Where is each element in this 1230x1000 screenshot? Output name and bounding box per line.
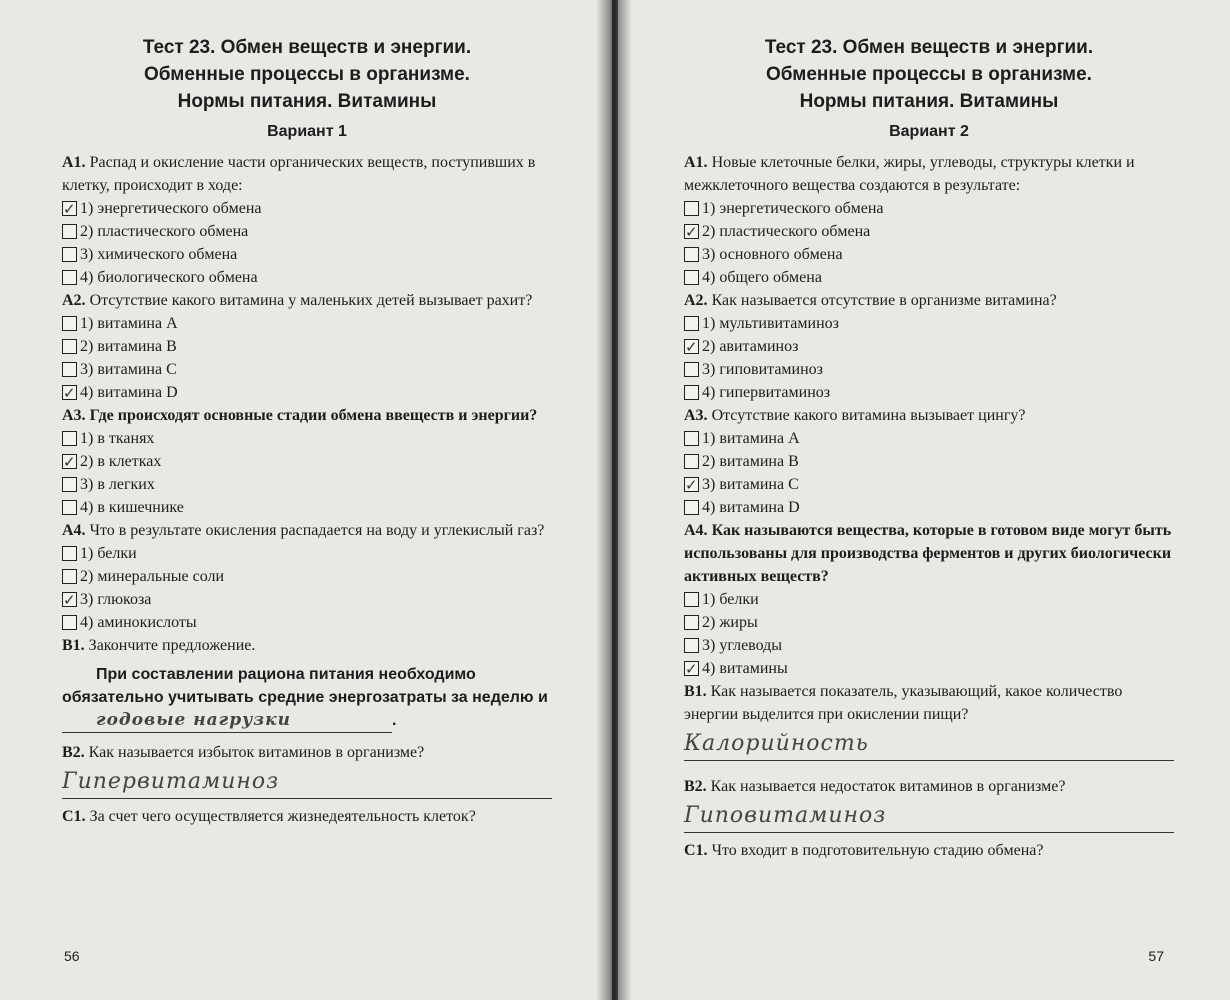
checkbox[interactable]	[684, 592, 699, 607]
question-text: Новые клеточные белки, жиры, углеводы, структуры клетки и межклеточного вещества создаются в результате:	[684, 154, 1135, 194]
answer-option[interactable]	[684, 427, 1174, 450]
checkbox[interactable]	[684, 500, 699, 515]
handwritten-answer[interactable]: Гипервитаминоз	[62, 766, 552, 799]
option-label: 3) витамина С	[702, 476, 799, 493]
answer-option[interactable]	[684, 657, 1174, 680]
question-text: Как называется отсутствие в организме витамина?	[711, 292, 1057, 309]
checkbox[interactable]	[62, 569, 77, 584]
answer-option[interactable]	[62, 588, 552, 611]
question-number: А1.	[62, 154, 86, 171]
checkbox[interactable]	[684, 661, 699, 676]
option-label: 2) пластического обмена	[702, 223, 871, 240]
question	[684, 404, 1174, 427]
answer-option[interactable]	[62, 450, 552, 473]
question	[62, 634, 552, 657]
answer-option[interactable]	[684, 220, 1174, 243]
question-text: Что в результате окисления распадается на воду и углекислый газ?	[89, 522, 545, 539]
page-right-content	[684, 34, 1174, 862]
option-label: 1) в тканях	[80, 430, 155, 447]
question-number: А4.	[62, 522, 86, 539]
option-label: 2) пластического обмена	[80, 223, 249, 240]
page-number: 56	[64, 948, 80, 964]
question	[62, 404, 552, 427]
option-label: 1) энергетического обмена	[80, 200, 262, 217]
answer-option[interactable]	[684, 588, 1174, 611]
question	[684, 519, 1174, 588]
checkbox[interactable]	[684, 316, 699, 331]
answer-option[interactable]	[684, 266, 1174, 289]
checkbox[interactable]	[62, 592, 77, 607]
answer-option[interactable]	[684, 335, 1174, 358]
option-label: 1) мультивитаминоз	[702, 315, 839, 332]
answer-option[interactable]	[684, 496, 1174, 519]
question-number: В1.	[62, 637, 85, 654]
answer-option[interactable]	[684, 358, 1174, 381]
page-left	[0, 0, 612, 1000]
answer-option[interactable]	[62, 312, 552, 335]
answer-option[interactable]	[62, 427, 552, 450]
answer-option[interactable]	[62, 243, 552, 266]
checkbox[interactable]	[62, 247, 77, 262]
answer-option[interactable]	[684, 381, 1174, 404]
variant-heading: Вариант 2	[889, 123, 969, 140]
option-label: 2) витамина В	[702, 453, 799, 470]
question-number: С1.	[684, 842, 708, 859]
question-number: А2.	[62, 292, 86, 309]
question	[684, 289, 1174, 312]
answer-option[interactable]	[684, 611, 1174, 634]
question	[684, 839, 1174, 862]
question-number: А2.	[684, 292, 708, 309]
answer-option[interactable]	[684, 243, 1174, 266]
checkbox[interactable]	[684, 454, 699, 469]
option-label: 4) гипервитаминоз	[702, 384, 831, 401]
question-number: А4.	[684, 522, 708, 539]
checkbox[interactable]	[62, 316, 77, 331]
answer-option[interactable]	[62, 266, 552, 289]
answer-option[interactable]	[62, 220, 552, 243]
option-label: 3) основного обмена	[702, 246, 843, 263]
checkbox[interactable]	[62, 615, 77, 630]
option-label: 3) витамина С	[80, 361, 177, 378]
question-text: Как называется недостаток витаминов в организме?	[710, 778, 1066, 795]
handwritten-answer[interactable]: Калорийность	[684, 728, 1174, 761]
option-label: 4) биологического обмена	[80, 269, 258, 286]
question-number: В2.	[684, 778, 707, 795]
page-left-content	[62, 34, 552, 828]
book-gutter	[596, 0, 632, 1000]
option-label: 2) минеральные соли	[80, 568, 225, 585]
option-label: 1) белки	[702, 591, 759, 608]
question-number: А3.	[684, 407, 708, 424]
option-label: 1) витамина А	[80, 315, 178, 332]
question-text: За счет чего осуществляется жизнедеятельность клеток?	[89, 808, 476, 825]
page-right	[618, 0, 1230, 1000]
option-label: 4) общего обмена	[702, 269, 822, 286]
page-title-line-1: Тест 23. Обмен веществ и энергии.	[764, 37, 1094, 58]
question-text: Как называется избыток витаминов в организме?	[88, 744, 425, 761]
fill-in-sentence: При составлении рациона питания необходимо обязательно учитывать средние энергозатраты за неделю и годовые нагрузки .	[62, 663, 552, 733]
question-text: Где происходят основные стадии обмена ввеществ и энергии?	[89, 407, 538, 424]
variant-heading: Вариант 1	[267, 123, 347, 140]
option-label: 4) аминокислоты	[80, 614, 197, 631]
answer-option[interactable]	[62, 611, 552, 634]
checkbox[interactable]	[62, 224, 77, 239]
checkbox[interactable]	[684, 270, 699, 285]
option-label: 3) в легких	[80, 476, 155, 493]
option-label: 3) глюкоза	[80, 591, 152, 608]
checkbox[interactable]	[62, 477, 77, 492]
question	[62, 741, 552, 764]
option-label: 4) в кишечнике	[80, 499, 184, 516]
sentence-text: При составлении рациона питания необходимо обязательно учитывать средние энергозатраты за неделю и	[62, 666, 548, 706]
option-label: 3) гиповитаминоз	[702, 361, 823, 378]
option-label: 1) энергетического обмена	[702, 200, 884, 217]
question-text: Закончите предложение.	[88, 637, 256, 654]
question	[684, 151, 1174, 197]
page-number: 57	[1148, 948, 1164, 964]
question-text: Отсутствие какого витамина вызывает цингу?	[711, 407, 1026, 424]
answer-option[interactable]	[684, 450, 1174, 473]
answer-option[interactable]	[62, 496, 552, 519]
checkbox[interactable]	[62, 500, 77, 515]
answer-option[interactable]	[62, 335, 552, 358]
checkbox[interactable]	[684, 224, 699, 239]
question-text: Что входит в подготовительную стадию обмена?	[711, 842, 1044, 859]
checkbox[interactable]	[62, 362, 77, 377]
option-label: 2) витамина В	[80, 338, 177, 355]
answer-option[interactable]	[684, 312, 1174, 335]
checkbox[interactable]	[684, 339, 699, 354]
option-label: 3) углеводы	[702, 637, 783, 654]
option-label: 2) авитаминоз	[702, 338, 799, 355]
checkbox[interactable]	[62, 431, 77, 446]
answer-option[interactable]	[62, 358, 552, 381]
question-number: В2.	[62, 744, 85, 761]
answer-option[interactable]	[62, 381, 552, 404]
page-title-line-3: Нормы питания. Витамины	[799, 91, 1059, 112]
checkbox[interactable]	[684, 477, 699, 492]
question	[62, 805, 552, 828]
option-label: 4) витамины	[702, 660, 788, 677]
checkbox[interactable]	[684, 638, 699, 653]
option-label: 1) витамина А	[702, 430, 800, 447]
question	[684, 775, 1174, 798]
question-number: В1.	[684, 683, 707, 700]
checkbox[interactable]	[62, 385, 77, 400]
option-label: 4) витамина D	[80, 384, 178, 401]
option-label: 3) химического обмена	[80, 246, 238, 263]
answer-option[interactable]	[62, 542, 552, 565]
question	[62, 289, 552, 312]
page-title-line-2: Обменные процессы в организме.	[766, 64, 1092, 85]
checkbox[interactable]	[684, 247, 699, 262]
checkbox[interactable]	[62, 339, 77, 354]
checkbox[interactable]	[684, 385, 699, 400]
question-number: А3.	[62, 407, 86, 424]
question-text: Отсутствие какого витамина у маленьких детей вызывает рахит?	[89, 292, 533, 309]
question	[684, 680, 1174, 726]
question-number: А1.	[684, 154, 708, 171]
answer-option[interactable]	[684, 197, 1174, 220]
answer-option[interactable]	[684, 473, 1174, 496]
answer-option[interactable]	[62, 565, 552, 588]
option-label: 2) жиры	[702, 614, 758, 631]
question	[62, 151, 552, 197]
checkbox[interactable]	[684, 431, 699, 446]
answer-option[interactable]	[684, 634, 1174, 657]
checkbox[interactable]	[62, 201, 77, 216]
option-label: 1) белки	[80, 545, 137, 562]
question-text: Как называются вещества, которые в готовом виде могут быть использованы для производства ферментов и других биологически активных веществ?	[684, 522, 1172, 585]
question-text: Распад и окисление части органических веществ, поступивших в клетку, происходит в ходе:	[62, 154, 536, 194]
question	[62, 519, 552, 542]
page-title-line-3: Нормы питания. Витамины	[177, 91, 437, 112]
checkbox[interactable]	[684, 615, 699, 630]
option-label: 4) витамина D	[702, 499, 800, 516]
option-label: 2) в клетках	[80, 453, 162, 470]
question-text: Как называется показатель, указывающий, какое количество энергии выделится при окислении пищи?	[684, 683, 1123, 723]
handwritten-answer[interactable]: Гиповитаминоз	[684, 800, 1174, 833]
answer-option[interactable]	[62, 197, 552, 220]
checkbox[interactable]	[684, 362, 699, 377]
page-title-line-1: Тест 23. Обмен веществ и энергии.	[142, 37, 472, 58]
checkbox[interactable]	[62, 454, 77, 469]
checkbox[interactable]	[62, 270, 77, 285]
handwritten-answer[interactable]: годовые нагрузки	[62, 709, 392, 733]
answer-option[interactable]	[62, 473, 552, 496]
checkbox[interactable]	[684, 201, 699, 216]
page-title-line-2: Обменные процессы в организме.	[144, 64, 470, 85]
question-number: С1.	[62, 808, 86, 825]
checkbox[interactable]	[62, 546, 77, 561]
